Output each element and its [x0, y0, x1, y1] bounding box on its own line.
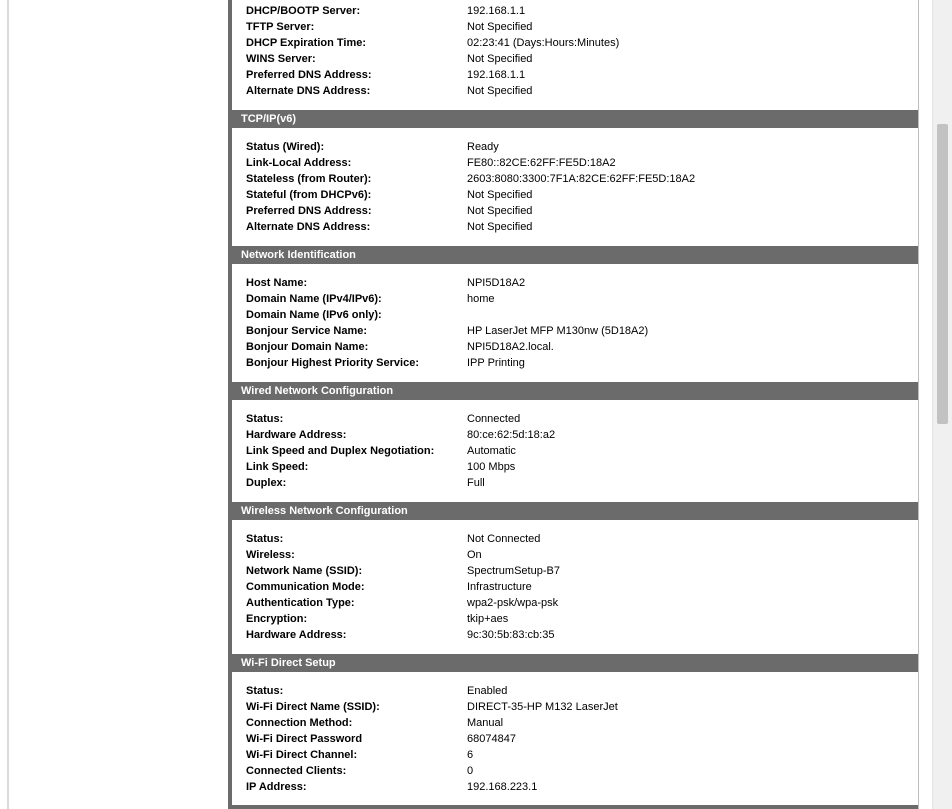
row-bonjour-domain-name [232, 339, 918, 355]
label: Hardware Address: [246, 429, 347, 441]
row-stateful [232, 187, 918, 203]
value: NPI5D18A2.local. [467, 341, 554, 353]
row-stateless [232, 171, 918, 187]
row-dhcp-bootp-server [232, 3, 918, 19]
value: Not Specified [467, 205, 533, 217]
value: Manual [467, 717, 504, 729]
value: Infrastructure [467, 581, 532, 593]
row-wireless-status [232, 531, 918, 547]
next-section-header-edge [232, 805, 918, 809]
row-connected-clients [232, 763, 918, 779]
value: 192.168.1.1 [467, 69, 526, 81]
label: IP Address: [246, 781, 307, 793]
label: Domain Name (IPv6 only): [246, 309, 382, 321]
row-preferred-dns [232, 67, 918, 83]
vertical-scrollbar[interactable] [932, 0, 952, 809]
label: Status: [246, 413, 284, 425]
row-domain-name-v6 [232, 307, 918, 323]
row-bonjour-service-name [232, 323, 918, 339]
value: Connected [467, 413, 521, 425]
value: Ready [467, 141, 499, 153]
value: 80:ce:62:5d:18:a2 [467, 429, 556, 441]
value: Not Specified [467, 21, 533, 33]
label: Preferred DNS Address: [246, 69, 372, 81]
row-wireless [232, 547, 918, 563]
value: 6 [467, 749, 474, 761]
value: SpectrumSetup-B7 [467, 565, 560, 577]
label: Bonjour Highest Priority Service: [246, 357, 419, 369]
row-ip-address [232, 779, 918, 795]
label: Wi-Fi Direct Channel: [246, 749, 358, 761]
row-status-wired [232, 139, 918, 155]
value: 100 Mbps [467, 461, 516, 473]
row-alternate-dns [232, 83, 918, 99]
value: 9c:30:5b:83:cb:35 [467, 629, 555, 641]
value: wpa2-psk/wpa-psk [467, 597, 559, 609]
label: Link-Local Address: [246, 157, 352, 169]
label: Status: [246, 533, 284, 545]
value: Not Connected [467, 533, 541, 545]
value: DIRECT-35-HP M132 LaserJet [467, 701, 618, 713]
value: Full [467, 477, 485, 489]
value: Automatic [467, 445, 516, 457]
label: Host Name: [246, 277, 308, 289]
row-host-name [232, 275, 918, 291]
label: Link Speed: [246, 461, 309, 473]
label: Connected Clients: [246, 765, 347, 777]
row-duplex [232, 475, 918, 491]
value: 68074847 [467, 733, 516, 745]
value: IPP Printing [467, 357, 525, 369]
label: Link Speed and Duplex Negotiation: [246, 445, 435, 457]
row-wired-hardware-address [232, 427, 918, 443]
value: 02:23:41 (Days:Hours:Minutes) [467, 37, 620, 49]
section-header-wired: Wired Network Configuration [232, 382, 918, 400]
row-link-speed-negotiation [232, 443, 918, 459]
row-link-local [232, 155, 918, 171]
row-wifi-direct-name [232, 699, 918, 715]
section-header-wireless: Wireless Network Configuration [232, 502, 918, 520]
value: home [467, 293, 495, 305]
row-authentication-type [232, 595, 918, 611]
value: 192.168.1.1 [467, 5, 526, 17]
row-wireless-hardware-address [232, 627, 918, 643]
value: 0 [467, 765, 474, 777]
label: Duplex: [246, 477, 287, 489]
config-report-panel [228, 0, 919, 809]
row-wins-server [232, 51, 918, 67]
value: Enabled [467, 685, 508, 697]
label: Hardware Address: [246, 629, 347, 641]
label: Alternate DNS Address: [246, 221, 371, 233]
value: HP LaserJet MFP M130nw (5D18A2) [467, 325, 649, 337]
value: Not Specified [467, 85, 533, 97]
value: Not Specified [467, 221, 533, 233]
label: Preferred DNS Address: [246, 205, 372, 217]
label: Domain Name (IPv4/IPv6): [246, 293, 382, 305]
label: Network Name (SSID): [246, 565, 363, 577]
row-network-name-ssid [232, 563, 918, 579]
row-wifi-direct-password [232, 731, 918, 747]
label: Alternate DNS Address: [246, 85, 371, 97]
section-header-network-identification: Network Identification [232, 246, 918, 264]
label: Communication Mode: [246, 581, 365, 593]
label: DHCP Expiration Time: [246, 37, 367, 49]
label: Connection Method: [246, 717, 353, 729]
label: Wi-Fi Direct Password [246, 733, 363, 745]
row-communication-mode [232, 579, 918, 595]
label: Wireless: [246, 549, 295, 561]
label: DHCP/BOOTP Server: [246, 5, 361, 17]
value: Not Specified [467, 53, 533, 65]
label: Authentication Type: [246, 597, 355, 609]
value: tkip+aes [467, 613, 509, 625]
label: Bonjour Domain Name: [246, 341, 369, 353]
label: Stateful (from DHCPv6): [246, 189, 372, 201]
scrollbar-thumb[interactable] [937, 124, 948, 424]
row-domain-name-v4v6 [232, 291, 918, 307]
label: WINS Server: [246, 53, 316, 65]
label: Status (Wired): [246, 141, 325, 153]
label: Encryption: [246, 613, 308, 625]
label: Wi-Fi Direct Name (SSID): [246, 701, 380, 713]
label: Stateless (from Router): [246, 173, 372, 185]
value: NPI5D18A2 [467, 277, 526, 289]
left-margin-rule [7, 0, 9, 809]
section-header-wifi-direct: Wi-Fi Direct Setup [232, 654, 918, 672]
row-tftp-server [232, 19, 918, 35]
label: TFTP Server: [246, 21, 315, 33]
row-link-speed [232, 459, 918, 475]
label: Status: [246, 685, 284, 697]
row-wifi-direct-status [232, 683, 918, 699]
row-connection-method [232, 715, 918, 731]
value: Not Specified [467, 189, 533, 201]
value: 192.168.223.1 [467, 781, 538, 793]
row-wifi-direct-channel [232, 747, 918, 763]
row-preferred-dns-v6 [232, 203, 918, 219]
label: Bonjour Service Name: [246, 325, 368, 337]
row-encryption [232, 611, 918, 627]
row-bonjour-priority [232, 355, 918, 371]
value: 2603:8080:3300:7F1A:82CE:62FF:FE5D:18A2 [467, 173, 696, 185]
section-header-ipv6: TCP/IP(v6) [232, 110, 918, 128]
row-alternate-dns-v6 [232, 219, 918, 235]
value: On [467, 549, 482, 561]
value: FE80::82CE:62FF:FE5D:18A2 [467, 157, 616, 169]
row-dhcp-expiration [232, 35, 918, 51]
row-wired-status [232, 411, 918, 427]
